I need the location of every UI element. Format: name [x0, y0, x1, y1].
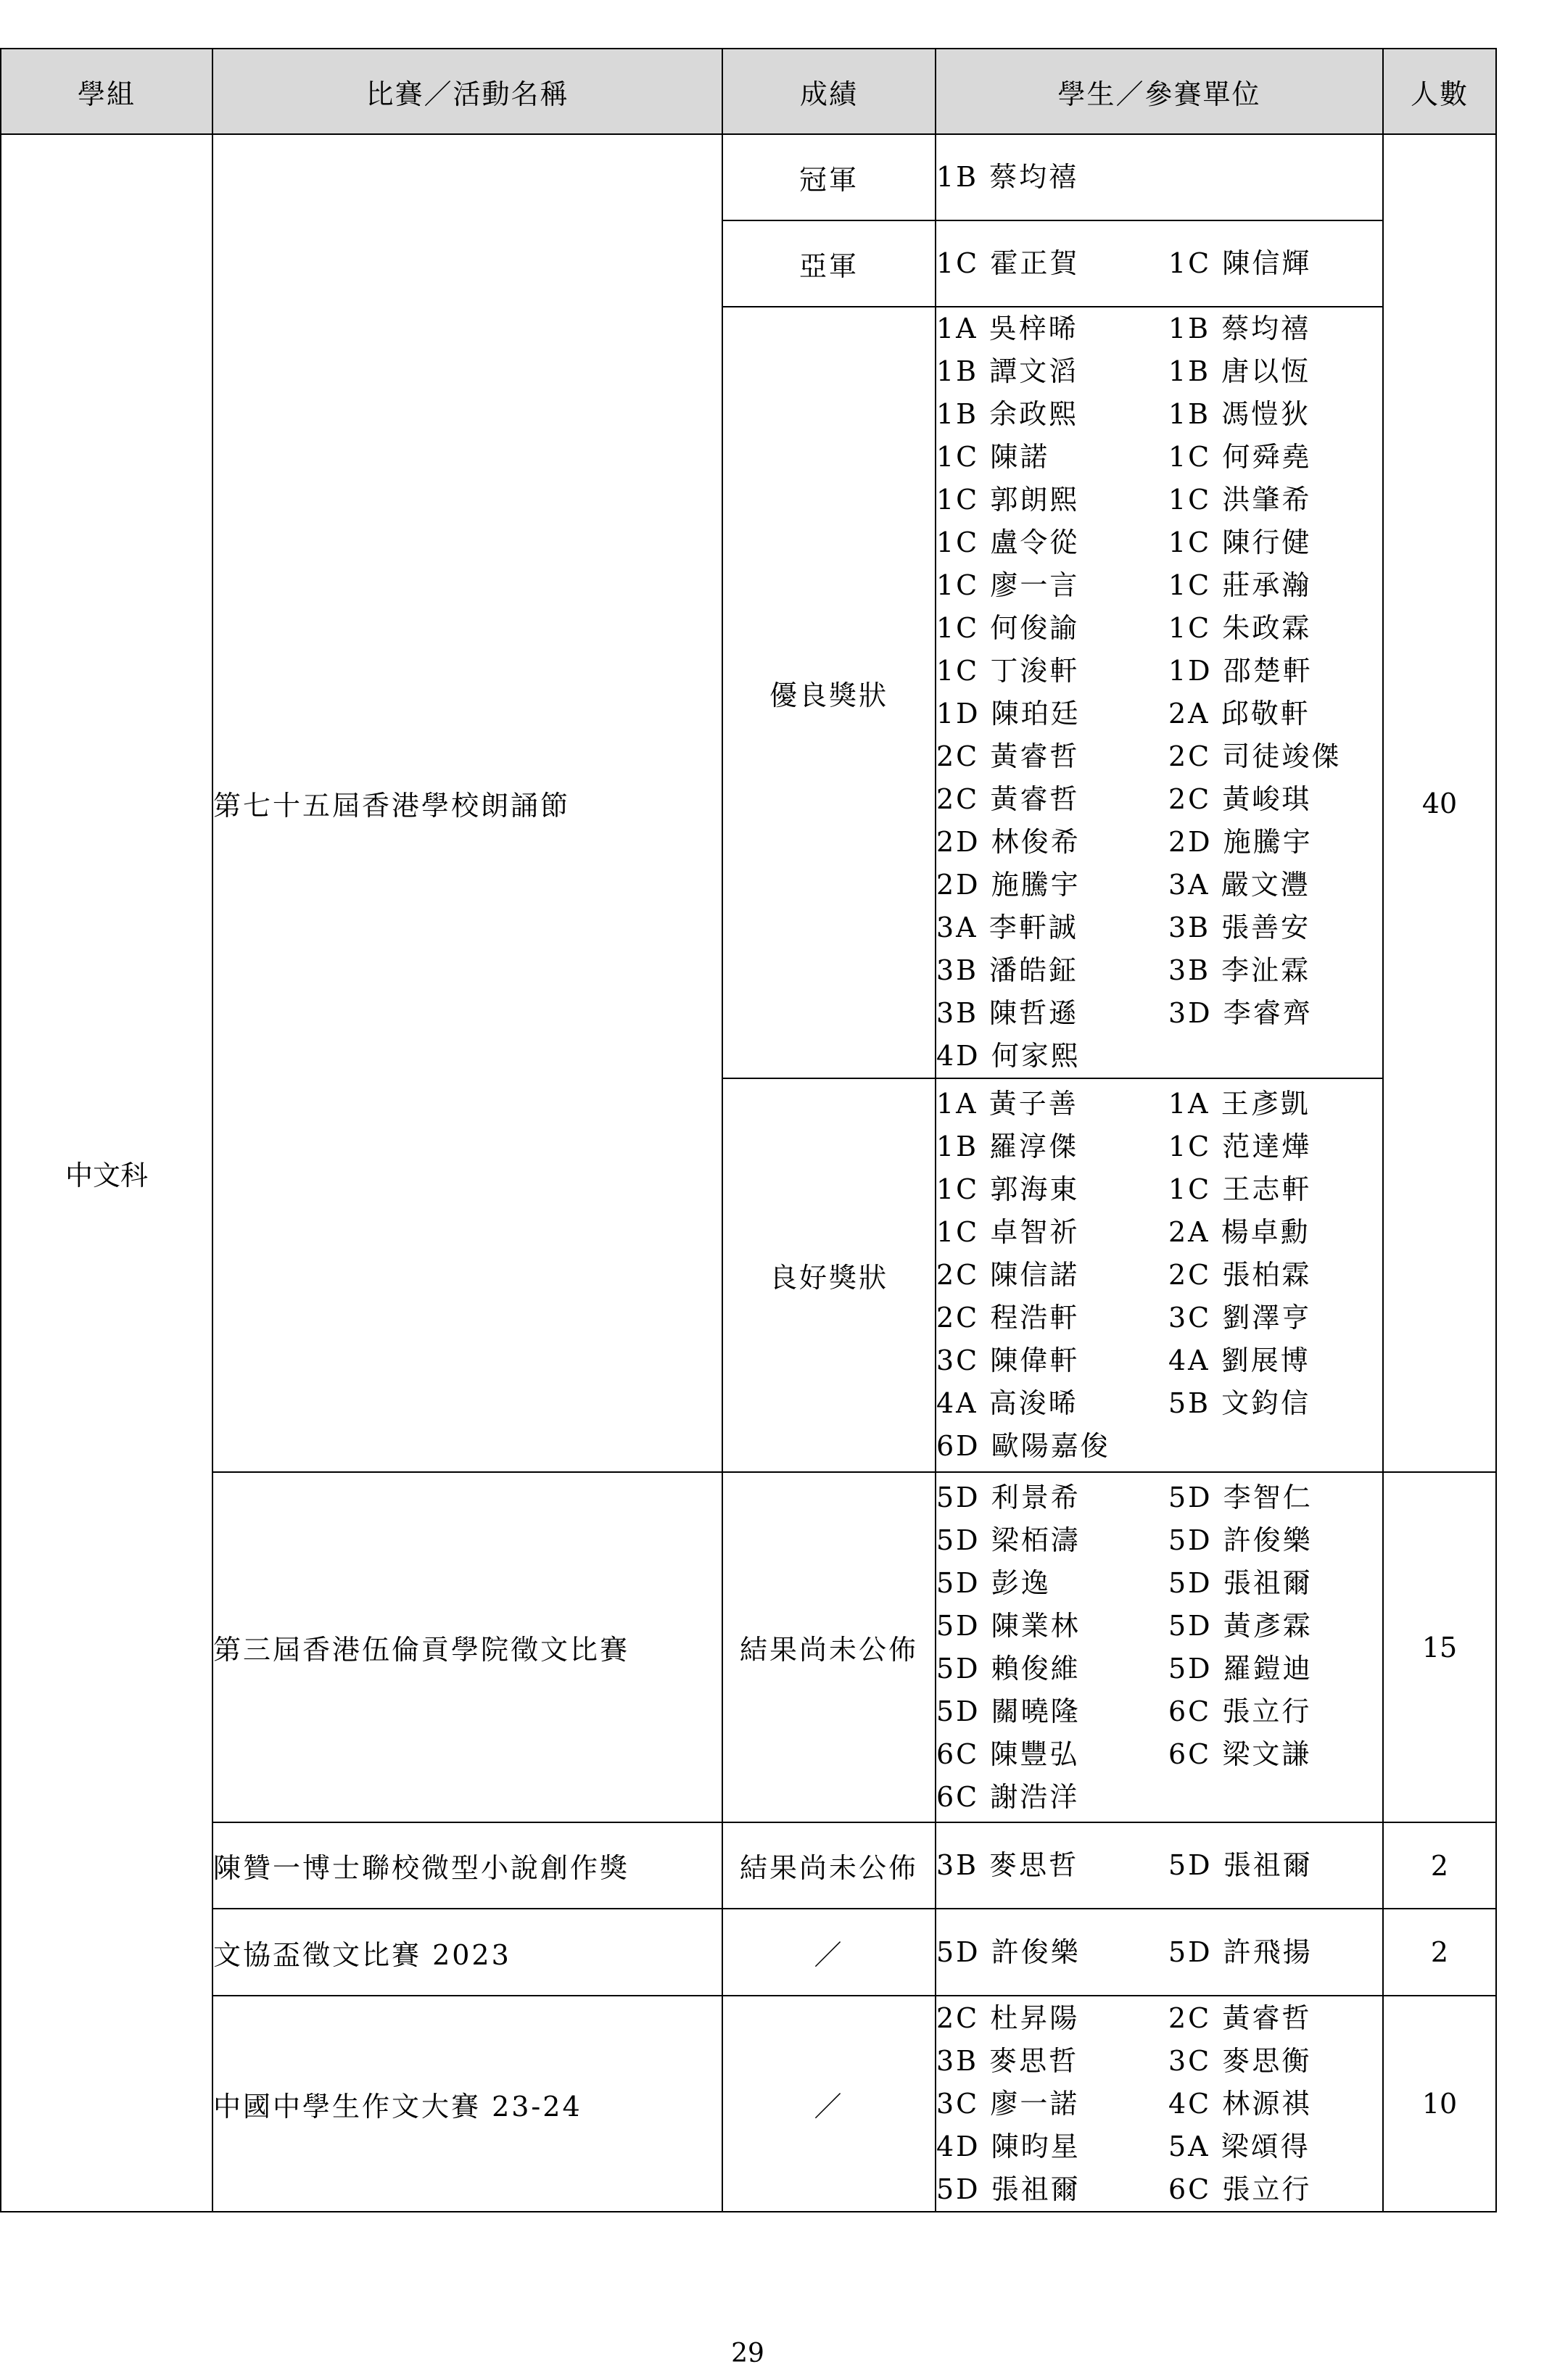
- student-entry: 6C 梁文謙: [1168, 1738, 1312, 1770]
- header-count: 人數: [1383, 49, 1496, 134]
- student-entry: 1B 唐以恆: [1168, 355, 1311, 387]
- student-entry: 1C 卓智祈: [936, 1216, 1080, 1248]
- result-label: 結果尚未公佈: [722, 1822, 936, 1909]
- student-entry: 2C 杜昇陽: [936, 2001, 1080, 2034]
- student-entry: 3B 潘皓鉦: [936, 954, 1079, 986]
- event-name: 第七十五屆香港學校朗誦節: [212, 134, 722, 1472]
- student-list: [936, 1476, 1382, 1819]
- student-entry: 5D 利景希: [936, 1481, 1081, 1513]
- student-entry: 5D 陳業林: [936, 1609, 1081, 1642]
- student-entry: 1C 陳信輝: [1168, 247, 1312, 279]
- student-entry: 3C 劉澤亨: [1168, 1302, 1312, 1334]
- student-entry: 5D 張祖爾: [1168, 1849, 1313, 1881]
- student-entry: 1C 陳行健: [1168, 526, 1312, 558]
- table-row: [1, 1472, 1496, 1822]
- student-entry: 1C 范達燁: [1168, 1131, 1312, 1162]
- student-entry: 3B 麥思哲: [936, 1849, 1079, 1881]
- student-entry: 6C 張立行: [1168, 1695, 1312, 1727]
- student-list: [936, 1997, 1382, 2211]
- student-entry: 1C 霍正賀: [936, 247, 1080, 279]
- student-entry: 1C 朱政霖: [1168, 612, 1312, 644]
- student-entry: 5D 許俊樂: [936, 1935, 1081, 1968]
- student-entry: 2C 司徒竣傑: [1168, 740, 1342, 772]
- result-label: 優良獎狀: [722, 307, 936, 1078]
- student-entry: 1C 盧令從: [936, 526, 1080, 558]
- student-entry: 4D 陳昀星: [936, 2130, 1081, 2162]
- student-entry: 3A 李軒誠: [936, 912, 1078, 943]
- student-entry: 3A 嚴文灃: [1168, 869, 1310, 901]
- student-cell: [936, 307, 1383, 1078]
- student-entry: 4C 林源祺: [1168, 2087, 1312, 2120]
- student-entry: 5D 賴俊維: [936, 1652, 1081, 1685]
- student-entry: 5D 張祖爾: [1168, 1566, 1313, 1599]
- student-entry: 1D 邵楚軒: [1168, 655, 1313, 687]
- student-entry: 1B 譚文滔: [936, 355, 1079, 387]
- event-name: 陳贊一博士聯校微型小說創作獎: [212, 1822, 722, 1909]
- student-entry: 1C 洪肇希: [1168, 484, 1312, 516]
- student-entry: 2C 黃睿哲: [1168, 2001, 1312, 2034]
- student-entry: 1C 廖一言: [936, 569, 1080, 601]
- student-entry: 6C 張立行: [1168, 2173, 1312, 2205]
- table-row: [1, 134, 1496, 220]
- student-cell: [936, 1078, 1383, 1472]
- student-entry: 3D 李睿齊: [1168, 997, 1313, 1029]
- student-entry: 2A 楊卓勳: [1168, 1216, 1310, 1248]
- header-event: 比賽／活動名稱: [212, 49, 722, 134]
- student-cell: [936, 220, 1383, 307]
- student-entry: 2D 林俊希: [936, 826, 1081, 858]
- student-entry: 6C 陳豐弘: [936, 1738, 1080, 1770]
- student-entry: 4A 高浚晞: [936, 1387, 1078, 1419]
- student-entry: 2C 陳信諾: [936, 1259, 1080, 1291]
- student-entry: 1A 黃子善: [936, 1088, 1078, 1120]
- student-entry: 3C 廖一諾: [936, 2087, 1080, 2120]
- student-entry: 5D 張祖爾: [936, 2173, 1081, 2205]
- student-entry: 2D 施騰宇: [1168, 826, 1313, 858]
- student-entry: 5D 李智仁: [1168, 1481, 1313, 1513]
- student-entry: 2C 黃睿哲: [936, 740, 1080, 772]
- student-entry: 1C 莊承瀚: [1168, 569, 1312, 601]
- student-entry: 3C 麥思衡: [1168, 2044, 1312, 2077]
- student-list: [936, 242, 1382, 285]
- student-entry: 2D 施騰宇: [936, 869, 1081, 901]
- table-row: [1, 1909, 1496, 1996]
- student-cell: [936, 1909, 1383, 1996]
- participant-count: 40: [1383, 134, 1496, 1472]
- student-entry: 3B 張善安: [1168, 912, 1311, 943]
- result-label: 亞軍: [722, 220, 936, 307]
- table-row: [1, 1996, 1496, 2212]
- page-number: 29: [731, 2339, 764, 2368]
- student-entry: 1C 何舜堯: [1168, 441, 1312, 473]
- student-entry: 1C 郭海東: [936, 1173, 1080, 1205]
- student-entry: 3B 麥思哲: [936, 2044, 1079, 2077]
- student-entry: 2C 黃峻琪: [1168, 783, 1312, 815]
- student-entry: 1B 馮愷狄: [1168, 398, 1311, 430]
- result-label: 結果尚未公佈: [722, 1472, 936, 1822]
- student-entry: 5D 許飛揚: [1168, 1935, 1313, 1968]
- subject-cell: 中文科: [1, 134, 212, 2212]
- table-header-row: [1, 49, 1496, 134]
- student-entry: 4D 何家熙: [936, 1040, 1081, 1072]
- student-entry: 3B 陳哲遜: [936, 997, 1079, 1029]
- header-group: 學組: [1, 49, 212, 134]
- student-entry: 5D 關曉隆: [936, 1695, 1081, 1727]
- student-list: [936, 1931, 1382, 1974]
- student-entry: 4A 劉展博: [1168, 1344, 1310, 1376]
- student-entry: 1B 蔡均禧: [936, 161, 1079, 193]
- student-cell: [936, 1472, 1383, 1822]
- student-list: [936, 307, 1382, 1078]
- result-label: ／: [722, 1909, 936, 1996]
- student-entry: 1C 郭朗熙: [936, 484, 1080, 516]
- student-entry: 1D 陳珀廷: [936, 698, 1081, 730]
- student-entry: 5D 彭逸: [936, 1566, 1051, 1599]
- student-entry: 5A 梁頌得: [1168, 2130, 1310, 2162]
- awards-table: [0, 48, 1497, 2212]
- student-entry: 2C 張柏霖: [1168, 1259, 1312, 1291]
- student-entry: 3C 陳偉軒: [936, 1344, 1080, 1376]
- student-list: [936, 156, 1382, 199]
- participant-count: 2: [1383, 1822, 1496, 1909]
- student-list: [936, 1083, 1382, 1468]
- student-entry: 5D 羅鎧迪: [1168, 1652, 1313, 1685]
- student-entry: 1C 丁浚軒: [936, 655, 1080, 687]
- student-entry: 2C 黃睿哲: [936, 783, 1080, 815]
- student-cell: [936, 1996, 1383, 2212]
- student-entry: 1A 王彥凱: [1168, 1088, 1310, 1120]
- event-name: 文協盃徵文比賽 2023: [212, 1909, 722, 1996]
- student-entry: 1B 羅淳傑: [936, 1131, 1079, 1162]
- student-entry: 5D 許俊樂: [1168, 1524, 1313, 1556]
- table-row: [1, 1822, 1496, 1909]
- result-label: 冠軍: [722, 134, 936, 220]
- student-entry: 2A 邱敬軒: [1168, 698, 1310, 730]
- header-result: 成績: [722, 49, 936, 134]
- result-label: 良好獎狀: [722, 1078, 936, 1472]
- student-cell: [936, 134, 1383, 220]
- event-name: 中國中學生作文大賽 23-24: [212, 1996, 722, 2212]
- student-entry: 1A 吳梓晞: [936, 313, 1078, 344]
- student-entry: 3B 李沚霖: [1168, 954, 1311, 986]
- event-name: 第三屆香港伍倫貢學院徵文比賽: [212, 1472, 722, 1822]
- student-entry: 5D 梁栢濤: [936, 1524, 1081, 1556]
- student-list: [936, 1844, 1382, 1887]
- header-students: 學生／參賽單位: [936, 49, 1383, 134]
- student-entry: 6C 謝浩洋: [936, 1780, 1080, 1813]
- student-entry: 1B 蔡均禧: [1168, 313, 1311, 344]
- student-entry: 1C 陳諾: [936, 441, 1050, 473]
- result-label: ／: [722, 1996, 936, 2212]
- student-entry: 5D 黃彥霖: [1168, 1609, 1313, 1642]
- participant-count: 10: [1383, 1996, 1496, 2212]
- participant-count: 15: [1383, 1472, 1496, 1822]
- student-entry: 1C 王志軒: [1168, 1173, 1312, 1205]
- student-entry: 6D 歐陽嘉俊: [936, 1430, 1110, 1462]
- student-entry: 1C 何俊諭: [936, 612, 1080, 644]
- participant-count: 2: [1383, 1909, 1496, 1996]
- student-entry: 5B 文鈞信: [1168, 1387, 1311, 1419]
- awards-page: [0, 48, 1495, 2212]
- student-entry: 2C 程浩軒: [936, 1302, 1080, 1334]
- student-entry: 1B 余政熙: [936, 398, 1079, 430]
- student-cell: [936, 1822, 1383, 1909]
